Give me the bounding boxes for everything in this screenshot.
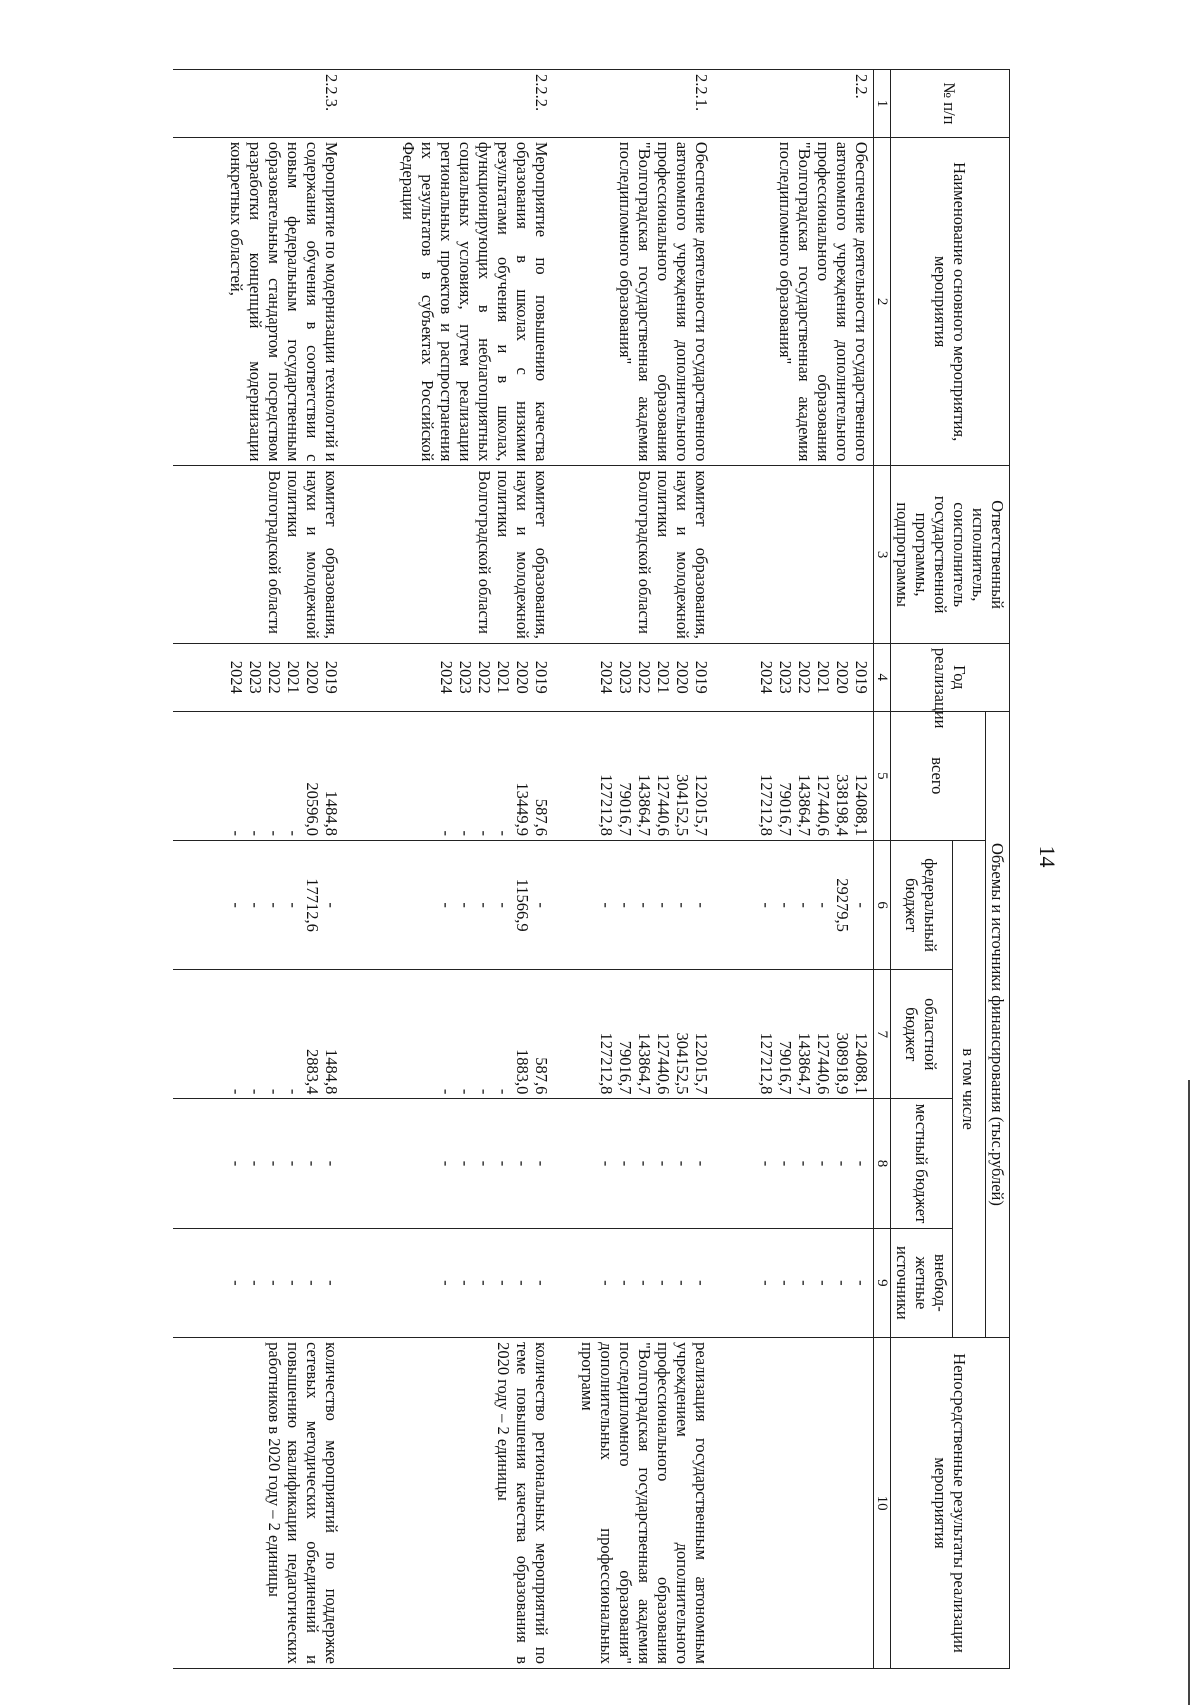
row-regional-value: 79016,7 bbox=[776, 1040, 795, 1095]
row-federal-value: - bbox=[852, 902, 871, 908]
row-total-value: 127440,6 bbox=[654, 774, 674, 836]
col-number: 6 bbox=[874, 840, 891, 969]
row-result: количество региональных мероприятий по теме повышения качества образования в 2020 году – 2 единицы bbox=[344, 1338, 554, 1669]
row-regional-value: 124088,1 bbox=[852, 1032, 871, 1095]
row-total-value: 143864,7 bbox=[795, 774, 814, 836]
table-row bbox=[174, 70, 344, 1669]
row-years-value: 2019 bbox=[322, 660, 342, 694]
row-federal-value: - bbox=[692, 902, 712, 908]
row-local-value: - bbox=[597, 1160, 617, 1167]
row-extrabudget-value: - bbox=[265, 1280, 285, 1286]
row-extrabudget bbox=[174, 1228, 344, 1338]
row-local-value: - bbox=[246, 1160, 266, 1167]
row-regional-value: 308918,9 bbox=[833, 1032, 852, 1095]
row-regional-value: 122015,7 bbox=[692, 1032, 712, 1095]
row-regional-value: 79016,7 bbox=[616, 1040, 636, 1095]
row-extrabudget-value: - bbox=[814, 1280, 833, 1286]
col-number: 4 bbox=[874, 643, 891, 711]
row-federal bbox=[714, 840, 874, 969]
col-number: 1 bbox=[874, 70, 891, 138]
row-extrabudget bbox=[714, 1228, 874, 1338]
row-extrabudget-value: - bbox=[776, 1280, 795, 1286]
row-total-value: - bbox=[437, 830, 457, 836]
row-local-value: - bbox=[265, 1160, 285, 1167]
row-total-value: 13449,9 bbox=[513, 782, 533, 836]
row-total-value: 122015,7 bbox=[692, 774, 712, 836]
row-result: количество мероприятий по поддержке сетевых методических объединений и повышению квалификации педагогических работников в 2020 году – 2 единицы bbox=[174, 1338, 344, 1669]
row-extrabudget-value: - bbox=[757, 1280, 776, 1286]
row-total-value: 338198,4 bbox=[833, 774, 852, 836]
row-extrabudget bbox=[554, 1228, 714, 1338]
row-regional-value: - bbox=[246, 1088, 266, 1095]
row-extrabudget-value: - bbox=[246, 1280, 266, 1286]
row-regional-value: 587,6 bbox=[532, 1057, 552, 1095]
row-federal-value: - bbox=[795, 902, 814, 908]
row-number: 2.2.1. bbox=[554, 70, 714, 138]
row-total-value: 20596,0 bbox=[303, 782, 323, 836]
row-years-value: 2022 bbox=[475, 660, 495, 694]
row-activity-name: Обеспечение деятельности государственного автономного учреждения дополнительного профессионального образования "Волгоградская государственная академия последипломного образования" bbox=[554, 137, 714, 466]
row-total-value: - bbox=[246, 830, 266, 836]
row-total-value: 127212,8 bbox=[597, 774, 617, 836]
table-row bbox=[714, 70, 874, 1669]
col-result-header: Непосредственные результаты реализации мероприятия bbox=[891, 1338, 1010, 1669]
program-table bbox=[174, 69, 1011, 1669]
col-number: 8 bbox=[874, 1099, 891, 1228]
row-federal-value: - bbox=[227, 902, 247, 908]
row-activity-name: Мероприятие по модернизации технологий и содержания обучения в соответствии с новым федеральным государственным образовательным стандартом посредством разработки концепций модернизации конкретных областей, bbox=[174, 137, 344, 466]
row-local-value: - bbox=[494, 1160, 514, 1167]
row-extrabudget-value: - bbox=[475, 1280, 495, 1286]
row-extrabudget-value: - bbox=[654, 1280, 674, 1286]
row-total-value: 79016,7 bbox=[776, 782, 795, 836]
row-total-value: 127212,8 bbox=[757, 774, 776, 836]
row-federal-value: - bbox=[284, 902, 304, 908]
row-regional bbox=[344, 970, 554, 1099]
row-extrabudget-value: - bbox=[795, 1280, 814, 1286]
col-reg-header: областной бюджет bbox=[891, 970, 953, 1099]
row-federal-value: - bbox=[456, 902, 476, 908]
row-years-value: 2024 bbox=[227, 660, 247, 694]
row-extrabudget-value: - bbox=[833, 1280, 852, 1286]
row-federal-value: - bbox=[654, 902, 674, 908]
row-years-value: 2024 bbox=[437, 660, 457, 694]
row-regional-value: - bbox=[475, 1088, 495, 1095]
row-local bbox=[714, 1099, 874, 1228]
row-regional-value: - bbox=[265, 1088, 285, 1095]
row-local-value: - bbox=[654, 1160, 674, 1167]
row-years-value: 2021 bbox=[654, 660, 674, 694]
row-local-value: - bbox=[303, 1160, 323, 1167]
row-years bbox=[344, 643, 554, 711]
row-extrabudget-value: - bbox=[532, 1280, 552, 1286]
row-local-value: - bbox=[852, 1160, 871, 1167]
row-regional bbox=[554, 970, 714, 1099]
row-total-value: 124088,1 bbox=[852, 774, 871, 836]
row-federal-value: - bbox=[437, 902, 457, 908]
row-years-value: 2019 bbox=[692, 660, 712, 694]
row-number: 2.2.2. bbox=[344, 70, 554, 138]
row-regional-value: 304152,5 bbox=[673, 1032, 693, 1095]
row-local-value: - bbox=[227, 1160, 247, 1167]
row-extrabudget-value: - bbox=[513, 1280, 533, 1286]
row-federal-value: - bbox=[673, 902, 693, 908]
row-federal-value: - bbox=[475, 902, 495, 908]
row-years-value: 2024 bbox=[757, 660, 776, 694]
row-local-value: - bbox=[456, 1160, 476, 1167]
row-federal-value: - bbox=[635, 902, 655, 908]
row-total-value: - bbox=[284, 830, 304, 836]
row-extrabudget-value: - bbox=[227, 1280, 247, 1286]
row-years-value: 2023 bbox=[246, 660, 266, 694]
col-number: 2 bbox=[874, 137, 891, 466]
page-number: 14 bbox=[1035, 845, 1060, 868]
row-federal bbox=[344, 840, 554, 969]
row-regional-value: 1883,0 bbox=[513, 1049, 533, 1095]
row-total bbox=[714, 711, 874, 840]
row-total-value: - bbox=[475, 830, 495, 836]
col-ext-header: внебюд-жетные источники bbox=[891, 1228, 953, 1338]
row-extrabudget-value: - bbox=[284, 1280, 304, 1286]
row-local-value: - bbox=[692, 1160, 712, 1167]
col-number: 5 bbox=[874, 711, 891, 840]
col-number: 10 bbox=[874, 1338, 891, 1669]
row-total-value: 79016,7 bbox=[616, 782, 636, 836]
row-extrabudget-value: - bbox=[303, 1280, 323, 1286]
row-local-value: - bbox=[284, 1160, 304, 1167]
row-regional-value: - bbox=[456, 1088, 476, 1095]
row-federal-value: - bbox=[757, 902, 776, 908]
row-extrabudget-value: - bbox=[673, 1280, 693, 1286]
row-responsible: комитет образования, науки и молодежной политики Волгоградской области bbox=[174, 466, 344, 643]
row-years-value: 2020 bbox=[833, 660, 852, 694]
row-local-value: - bbox=[757, 1160, 776, 1167]
col-total-header: всего bbox=[891, 711, 986, 840]
table-row bbox=[554, 70, 714, 1669]
row-federal-value: - bbox=[265, 902, 285, 908]
col-resp-header: Ответственный исполнитель, соисполнитель государственной программы, подпрограммы bbox=[891, 466, 1010, 643]
row-extrabudget bbox=[344, 1228, 554, 1338]
row-responsible: комитет образования, науки и молодежной политики Волгоградской области bbox=[344, 466, 554, 643]
row-extrabudget-value: - bbox=[616, 1280, 636, 1286]
row-years-value: 2020 bbox=[513, 660, 533, 694]
row-regional-value: 127440,6 bbox=[814, 1032, 833, 1095]
row-federal-value: - bbox=[532, 902, 552, 908]
row-federal-value: 11566,9 bbox=[513, 878, 533, 932]
row-years-value: 2023 bbox=[616, 660, 636, 694]
row-years-value: 2021 bbox=[494, 660, 514, 694]
rotated-page bbox=[142, 44, 1060, 1669]
row-result bbox=[714, 1338, 874, 1669]
row-federal-value: - bbox=[597, 902, 617, 908]
row-total-value: 304152,5 bbox=[673, 774, 693, 836]
row-number: 2.2.3. bbox=[174, 70, 344, 138]
row-federal-value: 29279,5 bbox=[833, 878, 852, 932]
row-years-value: 2021 bbox=[284, 660, 304, 694]
row-local bbox=[344, 1099, 554, 1228]
row-federal-value: - bbox=[322, 902, 342, 908]
row-local-value: - bbox=[513, 1160, 533, 1167]
col-incl-header: в том числе bbox=[953, 840, 986, 1337]
row-years-value: 2024 bbox=[597, 660, 617, 694]
scan-edge-line bbox=[1188, 1080, 1190, 1705]
row-federal-value: - bbox=[246, 902, 266, 908]
row-years-value: 2022 bbox=[265, 660, 285, 694]
row-local-value: - bbox=[833, 1160, 852, 1167]
row-regional bbox=[174, 970, 344, 1099]
row-years-value: 2022 bbox=[635, 660, 655, 694]
table-body bbox=[174, 70, 874, 1669]
col-fed-header: федеральный бюджет bbox=[891, 840, 953, 969]
row-regional-value: - bbox=[437, 1088, 457, 1095]
row-local-value: - bbox=[795, 1160, 814, 1167]
row-regional bbox=[714, 970, 874, 1099]
row-total-value: 143864,7 bbox=[635, 774, 655, 836]
row-local-value: - bbox=[673, 1160, 693, 1167]
row-total-value: 587,6 bbox=[532, 798, 552, 836]
row-local-value: - bbox=[437, 1160, 457, 1167]
row-regional-value: 1484,8 bbox=[322, 1049, 342, 1095]
row-total bbox=[174, 711, 344, 840]
row-local-value: - bbox=[635, 1160, 655, 1167]
row-regional-value: 127212,8 bbox=[597, 1032, 617, 1095]
row-activity-name: Мероприятие по повышению качества образования в школах с низкими результатами обучения и в школах, функционирующих в неблагоприятных социальных условиях, путем реализации региональных проектов и распространения их результатов в субъектах Российской Федерации bbox=[344, 137, 554, 466]
col-number: 7 bbox=[874, 970, 891, 1099]
row-years-value: 2019 bbox=[532, 660, 552, 694]
row-federal-value: 17712,6 bbox=[303, 878, 323, 932]
column-numbers-row bbox=[874, 70, 891, 1669]
col-loc-header: местный бюджет bbox=[891, 1099, 953, 1228]
row-federal-value: - bbox=[814, 902, 833, 908]
row-total bbox=[554, 711, 714, 840]
row-number: 2.2. bbox=[714, 70, 874, 138]
row-responsible bbox=[714, 466, 874, 643]
row-years-value: 2020 bbox=[673, 660, 693, 694]
row-extrabudget-value: - bbox=[437, 1280, 457, 1286]
row-years-value: 2022 bbox=[795, 660, 814, 694]
row-extrabudget-value: - bbox=[456, 1280, 476, 1286]
row-federal-value: - bbox=[494, 902, 514, 908]
row-local-value: - bbox=[814, 1160, 833, 1167]
row-regional-value: - bbox=[494, 1088, 514, 1095]
row-local-value: - bbox=[532, 1160, 552, 1167]
row-years-value: 2023 bbox=[776, 660, 795, 694]
row-extrabudget-value: - bbox=[852, 1280, 871, 1286]
row-regional-value: 2883,4 bbox=[303, 1049, 323, 1095]
row-years bbox=[174, 643, 344, 711]
row-years-value: 2019 bbox=[852, 660, 871, 694]
row-years-value: 2023 bbox=[456, 660, 476, 694]
row-total-value: - bbox=[494, 830, 514, 836]
row-regional-value: 127440,6 bbox=[654, 1032, 674, 1095]
row-federal bbox=[174, 840, 344, 969]
row-total-value: 127440,6 bbox=[814, 774, 833, 836]
row-regional-value: 143864,7 bbox=[795, 1032, 814, 1095]
row-total-value: - bbox=[456, 830, 476, 836]
row-federal-value: - bbox=[776, 902, 795, 908]
row-extrabudget-value: - bbox=[692, 1280, 712, 1286]
row-extrabudget-value: - bbox=[635, 1280, 655, 1286]
row-federal bbox=[554, 840, 714, 969]
row-local-value: - bbox=[776, 1160, 795, 1167]
row-total bbox=[344, 711, 554, 840]
row-total-value: - bbox=[227, 830, 247, 836]
row-years bbox=[554, 643, 714, 711]
col-name-header: Наименование основного мероприятия, мероприятия bbox=[891, 137, 1010, 466]
row-local-value: - bbox=[322, 1160, 342, 1167]
row-extrabudget-value: - bbox=[597, 1280, 617, 1286]
row-extrabudget-value: - bbox=[494, 1280, 514, 1286]
table-row bbox=[344, 70, 554, 1669]
row-local-value: - bbox=[475, 1160, 495, 1167]
row-years-value: 2021 bbox=[814, 660, 833, 694]
row-regional-value: - bbox=[284, 1088, 304, 1095]
row-total-value: 1484,8 bbox=[322, 790, 342, 836]
row-years bbox=[714, 643, 874, 711]
row-regional-value: - bbox=[227, 1088, 247, 1095]
row-local bbox=[174, 1099, 344, 1228]
row-extrabudget-value: - bbox=[322, 1280, 342, 1286]
row-local bbox=[554, 1099, 714, 1228]
col-number: 9 bbox=[874, 1228, 891, 1338]
row-years-value: 2020 bbox=[303, 660, 323, 694]
row-result: реализация государственным автономным учреждением дополнительного профессионального образования "Волгоградская государственная академия последипломного образования" дополнительных профессиональных программ bbox=[554, 1338, 714, 1669]
row-regional-value: 143864,7 bbox=[635, 1032, 655, 1095]
col-fin-header: Объемы и источники финансирования (тыс.рублей) bbox=[986, 711, 1010, 1337]
row-total-value: - bbox=[265, 830, 285, 836]
col-year-header: Год реализации bbox=[891, 643, 1010, 711]
col-num-header: № п/п bbox=[891, 70, 1010, 138]
row-local-value: - bbox=[616, 1160, 636, 1167]
row-responsible: комитет образования, науки и молодежной политики Волгоградской области bbox=[554, 466, 714, 643]
row-federal-value: - bbox=[616, 902, 636, 908]
row-activity-name: Обеспечение деятельности государственного автономного учреждения дополнительного профессионального образования "Волгоградская государственная академия последипломного образования" bbox=[714, 137, 874, 466]
col-number: 3 bbox=[874, 466, 891, 643]
row-regional-value: 127212,8 bbox=[757, 1032, 776, 1095]
